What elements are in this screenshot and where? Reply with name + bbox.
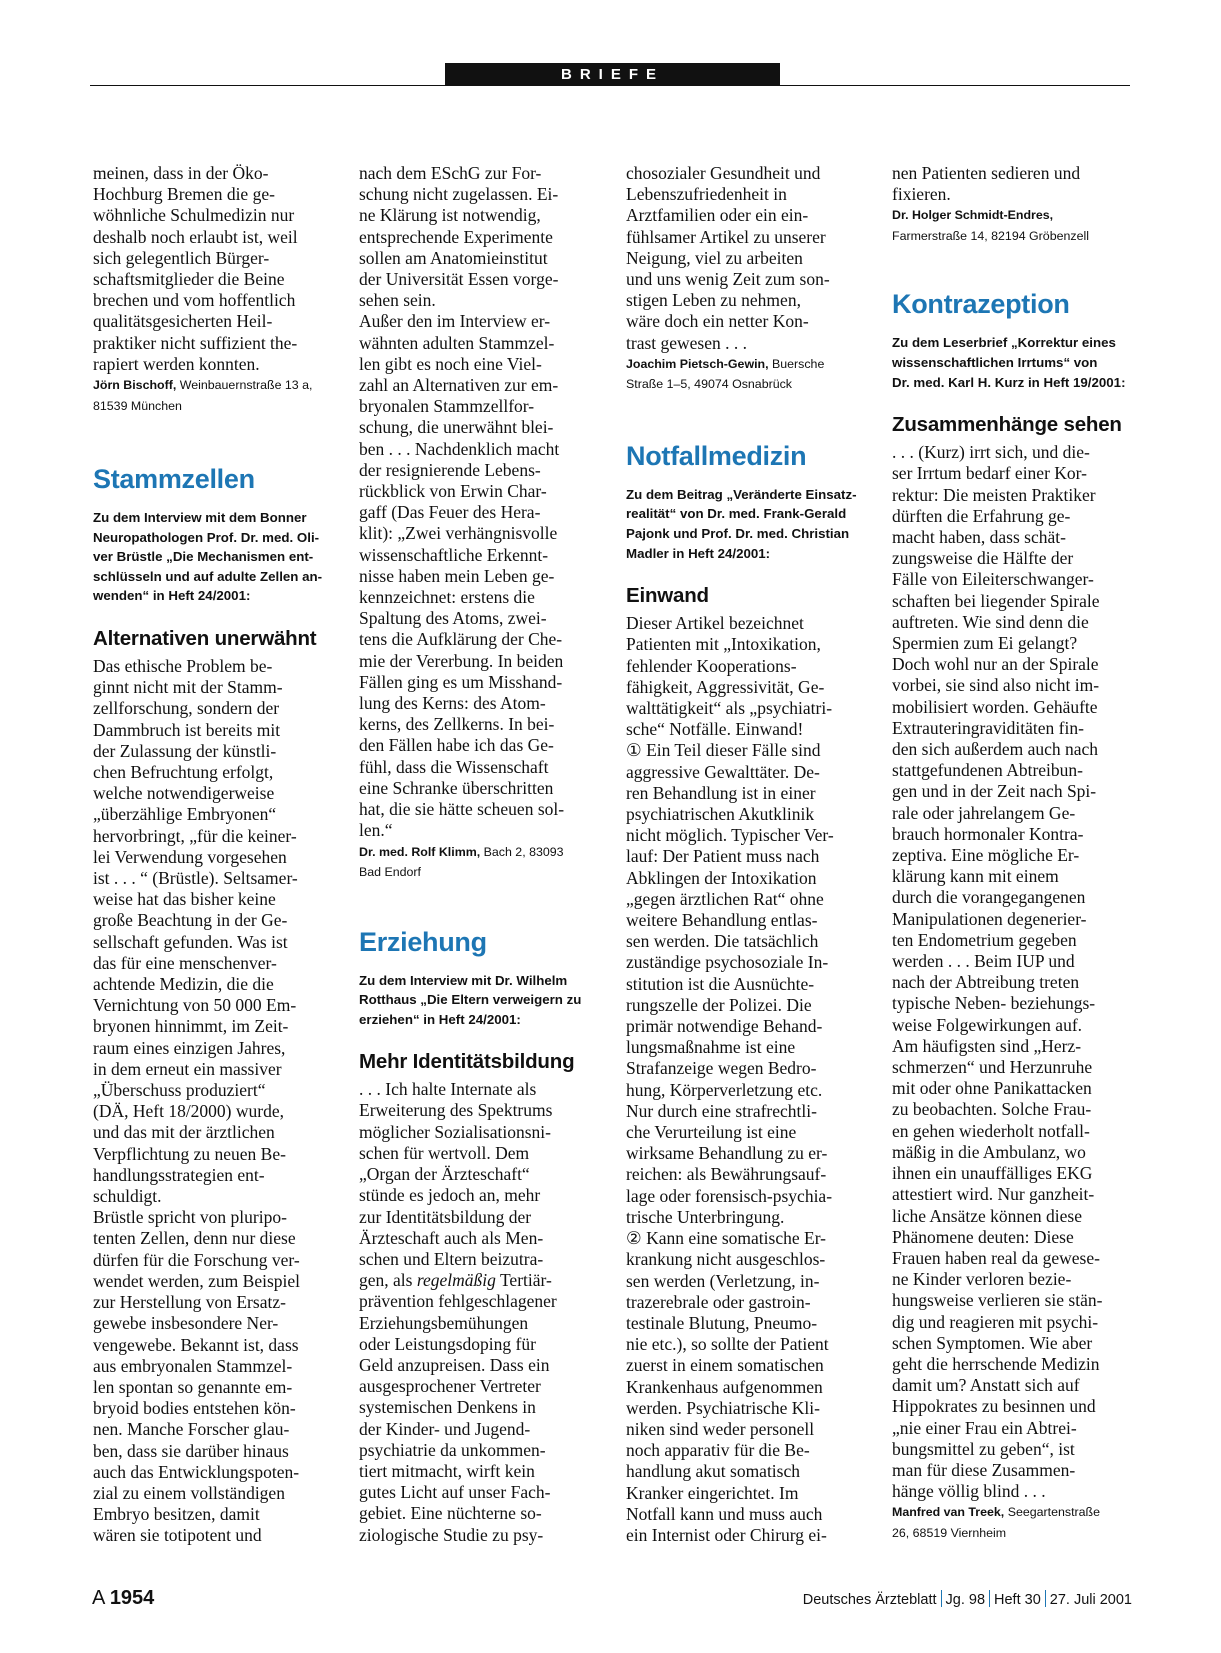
header-rule (90, 85, 1130, 86)
letter-text: . . . Ich halte Internate als Erweiterung des Spektrums möglicher Sozialisationsni- schen für wertvoll. Dem „Organ der Ärzteschaft“ stünde es jedoch an, mehr zur Identitätsbildung der Ärzteschaft auch als Men- schen und Eltern beizutra- gen, als regelmäßig Tertiär- prävention fehlgeschlagener Erziehungsbemühungen oder Leistungsdoping für Geld anzupreisen. Dass ein ausgesprochener Vertreter systemischen Denkens in der Kinder- und Jugend- psychiatrie da unkommen- tiert mitmacht, wirft kein gutes Licht auf unser Fach- gebiet. Eine nüchterne so- ziologische Studie zu psy- (359, 1079, 557, 1545)
column-1 (93, 163, 338, 1547)
letter-signature (892, 1502, 1137, 1543)
letter-text: Das ethische Problem be- ginnt nicht mit der Stamm- zellforschung, sondern der Dammbruch ist bereits mit der Zulassung der künstli- chen Befruchtung erfolgt, welche notwendigerweise „überzählige Embryonen“ hervorbringt, „für die keiner- lei Verwendung vorgesehen ist . . . “ (Brüstle). Seltsamer- weise hat das bisher keine große Beachtung in der Ge- sellschaft gefunden. Was ist das für eine menschenver- achtende Medizin, die die Vernichtung von 50 000 Em- bryonen hinnimmt, im Zeit- raum eines einzigen Jahres, in dem erneut ein massiver „Überschuss produziert“ (DÄ, Heft 18/2000) wurde, und das mit der ärztlichen Verpflichtung zu neuen Be- handlungsstrategien ent- schuldigt. Brüstle spricht von pluripo- tenten Zellen, denn nur diese dürfen für die Forschung ver- wendet werden, zum Beispiel zur Herstellung von Ersatz- gewebe insbesondere Ner- vengewebe. Bekannt ist, dass aus embryonalen Stammzel- len spontan so genannte em- bryoid bodies entstehen kön- nen. Manche Forscher glau- ben, dass sie darüber hinaus auch das Entwicklungspoten- zial zu einem vollständigen Embryo besitzen, damit wären sie totipotent und (93, 656, 301, 1546)
author-name: Dr. Holger Schmidt-Endres, (892, 208, 1054, 223)
section-title: Stammzellen (93, 464, 255, 495)
section-header: BRIEFE (445, 63, 780, 86)
section-intro: Zu dem Leserbrief „Korrektur eines wissenschaftlichen Irrtums“ von Dr. med. Karl H. Kurz in Heft 19/2001: (892, 335, 1126, 390)
letter-headline: Mehr Identitätsbildung (359, 1050, 575, 1074)
letter-text: Dieser Artikel bezeichnet Patienten mit „Intoxikation, fehlender Kooperations- fähigkeit, Aggressivität, Ge- walttätigkeit“ als „psychiatri- sche“ Notfälle. Einwand! ① Ein Teil dieser Fälle sind aggressive Gewalttäter. De- ren Behandlung ist in einer psychiatrischen Akutklinik nicht möglich. Typischer Ver- lauf: Der Patient muss nach Abklingen der Intoxikation „gegen ärztlichen Rat“ ohne weitere Behandlung entlas- sen werden. Die tatsächlich zuständige psychosoziale In- stitution ist die Ausnüchte- rungszelle der Polizei. Die primär notwendige Behand- lungsmaßnahme ist eine Strafanzeige wegen Bedro- hung, Körperverletzung etc. Nur durch eine strafrechtli- che Verurteilung ist eine wirksame Behandlung zu er- reichen: als Bewährungsauf- lage oder forensisch-psychia- trische Unterbringung. ② Kann eine somatische Er- krankung nicht ausgeschlos- sen werden (Verletzung, in- trazerebrale oder gastroin- testinale Blutung, Pneumo- nie etc.), so sollte der Patient zuerst in einem somatischen Krankenhaus aufgenommen werden. Psychiatrische Kli- niken sind weder personell noch apparativ für die Be- handlung akut somatisch Kranker eingerichtet. Im Notfall kann und muss auch ein Internist oder Chirurg ei- (626, 613, 834, 1545)
journal-info (803, 1590, 1132, 1608)
author-address: Farmerstraße 14, 82194 Gröbenzell (892, 228, 1089, 243)
author-name: Dr. med. Rolf Klimm, (359, 844, 481, 859)
column-2 (359, 163, 604, 1546)
divider (941, 1590, 942, 1607)
letter-text: nen Patienten sedieren und fixieren. (892, 163, 1081, 205)
column-3 (626, 163, 871, 1546)
column-4 (892, 163, 1137, 1543)
author-name: Joachim Pietsch-Gewin, (626, 356, 769, 371)
journal-name: Deutsches Ärzteblatt (802, 1592, 937, 1608)
author-address: Weinbauernstraße 13 a, 81539 München (93, 378, 313, 413)
letter-text: meinen, dass in der Öko- Hochburg Bremen die ge- wöhnliche Schulmedizin nur deshalb noch erlaubt ist, weil sich gelegentlich Bürger- schaftsmitglieder die Beine brechen und vom hoffentlich qualitätsgesicherten Heil- praktiker nicht suffizient the- rapiert werden konnten. (93, 163, 298, 374)
section-title: Erziehung (359, 926, 487, 957)
author-address: Bach 2, 83093 Bad Endorf (359, 844, 564, 879)
section-intro: Zu dem Interview mit Dr. Wilhelm Rotthaus „Die Eltern verweigern zu erziehen“ in Heft 24/2001: (359, 972, 582, 1027)
letter-headline: Alternativen unerwähnt (93, 627, 317, 650)
letter-text: . . . (Kurz) irrt sich, und die- ser Irrtum bedarf einer Kor- rektur: Die meisten Praktiker dürften die Erfahrung ge- macht haben, dass schät- zungsweise die Hälfte der Fälle von Eileiterschwanger- schaften bei liegender Spirale auftreten. Wie sind denn die Spermien zum Ei gelangt? Doch wohl nur an der Spirale vorbei, sie sind also nicht im- mobilisiert worden. Gehäufte Extrauteringraviditäten fin- den sich außerdem auch nach stattgefundenen Abtreibun- gen und in der Zeit nach Spi- rale oder jahrelangem Ge- brauch hormonaler Kontra- zeptiva. Eine mögliche Er- klärung kann mit einem durch die vorangegangenen Manipulationen degenerier- ten Endometrium gegeben werden . . . Beim IUP und nach der Abtreibung treten typische Neben- beziehungs- weise Folgewirkungen auf. Am häufigsten sind „Herz- schmerzen“ und Herzunruhe mit oder ohne Panikattacken zu beobachten. Solche Frau- en gehen wiederholt notfall- mäßig in die Ambulanz, wo ihnen ein unauffälliges EKG attestiert wird. Nur ganzheit- liche Ansätze können diese Phänomene deuten: Diese Frauen haben real da gewese- ne Kinder verloren bezie- hungsweise verlieren sie stän- dig und reagieren mit psychi- schen Symptomen. Wie aber geht die herrschende Medizin damit um? Anstatt sich auf Hippokrates zu besinnen und „nie einer Frau ein Abtrei- bungsmittel zu geben“, ist man für diese Zusammen- hänge völlig blind . . . (892, 442, 1103, 1502)
journal-issue: Heft 30 (994, 1592, 1041, 1608)
section-intro: Zu dem Interview mit dem Bonner Neuropathologen Prof. Dr. med. Oli- ver Brüstle „Die Mechanismen ent- schlüsseln und auf adulte Zellen an- wenden“ in Heft 24/2001: (93, 510, 323, 604)
letter-headline: Zusammenhänge sehen (892, 413, 1122, 437)
journal-date: 27. Juli 2001 (1049, 1592, 1132, 1608)
letter-signature (626, 354, 871, 395)
section-title: Kontrazeption (892, 289, 1070, 320)
letter-signature (93, 375, 338, 416)
divider (989, 1590, 990, 1607)
divider (1045, 1590, 1046, 1607)
author-address: Seegartenstraße 26, 68519 Viernheim (892, 1505, 1100, 1540)
letter-text: chosozialer Gesundheit und Lebenszufriedenheit in Arztfamilien oder ein ein- fühlsamer Artikel zu unserer Neigung, viel zu arbeiten und uns wenig Zeit zum son- stigen Leben zu nehmen, wäre doch ein netter Kon- trast gewesen . . . (626, 163, 830, 353)
letter-text: nach dem ESchG zur For- schung nicht zugelassen. Ei- ne Klärung ist notwendig, entsprechende Experimente sollen am Anatomieinstitut der Universität Essen vorge- sehen sein. Außer den im Interview er- wähnten adulten Stammzel- len gibt es noch eine Viel- zahl an Alternativen zur em- bryonalen Stammzellfor- schung, die unerwähnt blei- ben . . . Nachdenklich macht der resignierende Lebens- rückblick von Erwin Char- gaff (Das Feuer des Hera- klit): „Zwei verhängnisvolle wissenschaftliche Erkennt- nisse haben mein Leben ge- kennzeichnet: erstens die Spaltung des Atoms, zwei- tens die Aufklärung der Che- mie der Vererbung. In beiden Fällen ging es um Misshand- lung des Kerns: des Atom- kerns, des Zellkerns. In bei- den Fällen habe ich das Ge- fühl, dass die Wissenschaft eine Schranke überschritten hat, die sie hätte scheuen sol- len.“ (359, 163, 565, 841)
journal-volume: Jg. 98 (945, 1592, 986, 1608)
letter-headline: Einwand (626, 584, 709, 608)
letter-signature (359, 842, 604, 883)
section-intro: Zu dem Beitrag „Veränderte Einsatz- realität“ von Dr. med. Frank-Gerald Pajonk und Prof. Dr. med. Christian Madler in Heft 24/2001: (626, 486, 857, 561)
page-number: A 1954 (92, 1587, 155, 1609)
letter-signature (892, 205, 1137, 246)
author-name: Manfred van Treek, (892, 1505, 1005, 1520)
section-title: Notfallmedizin (626, 440, 807, 471)
author-address: Buersche Straße 1–5, 49074 Osnabrück (626, 356, 825, 392)
author-name: Jörn Bischoff, (93, 378, 177, 393)
